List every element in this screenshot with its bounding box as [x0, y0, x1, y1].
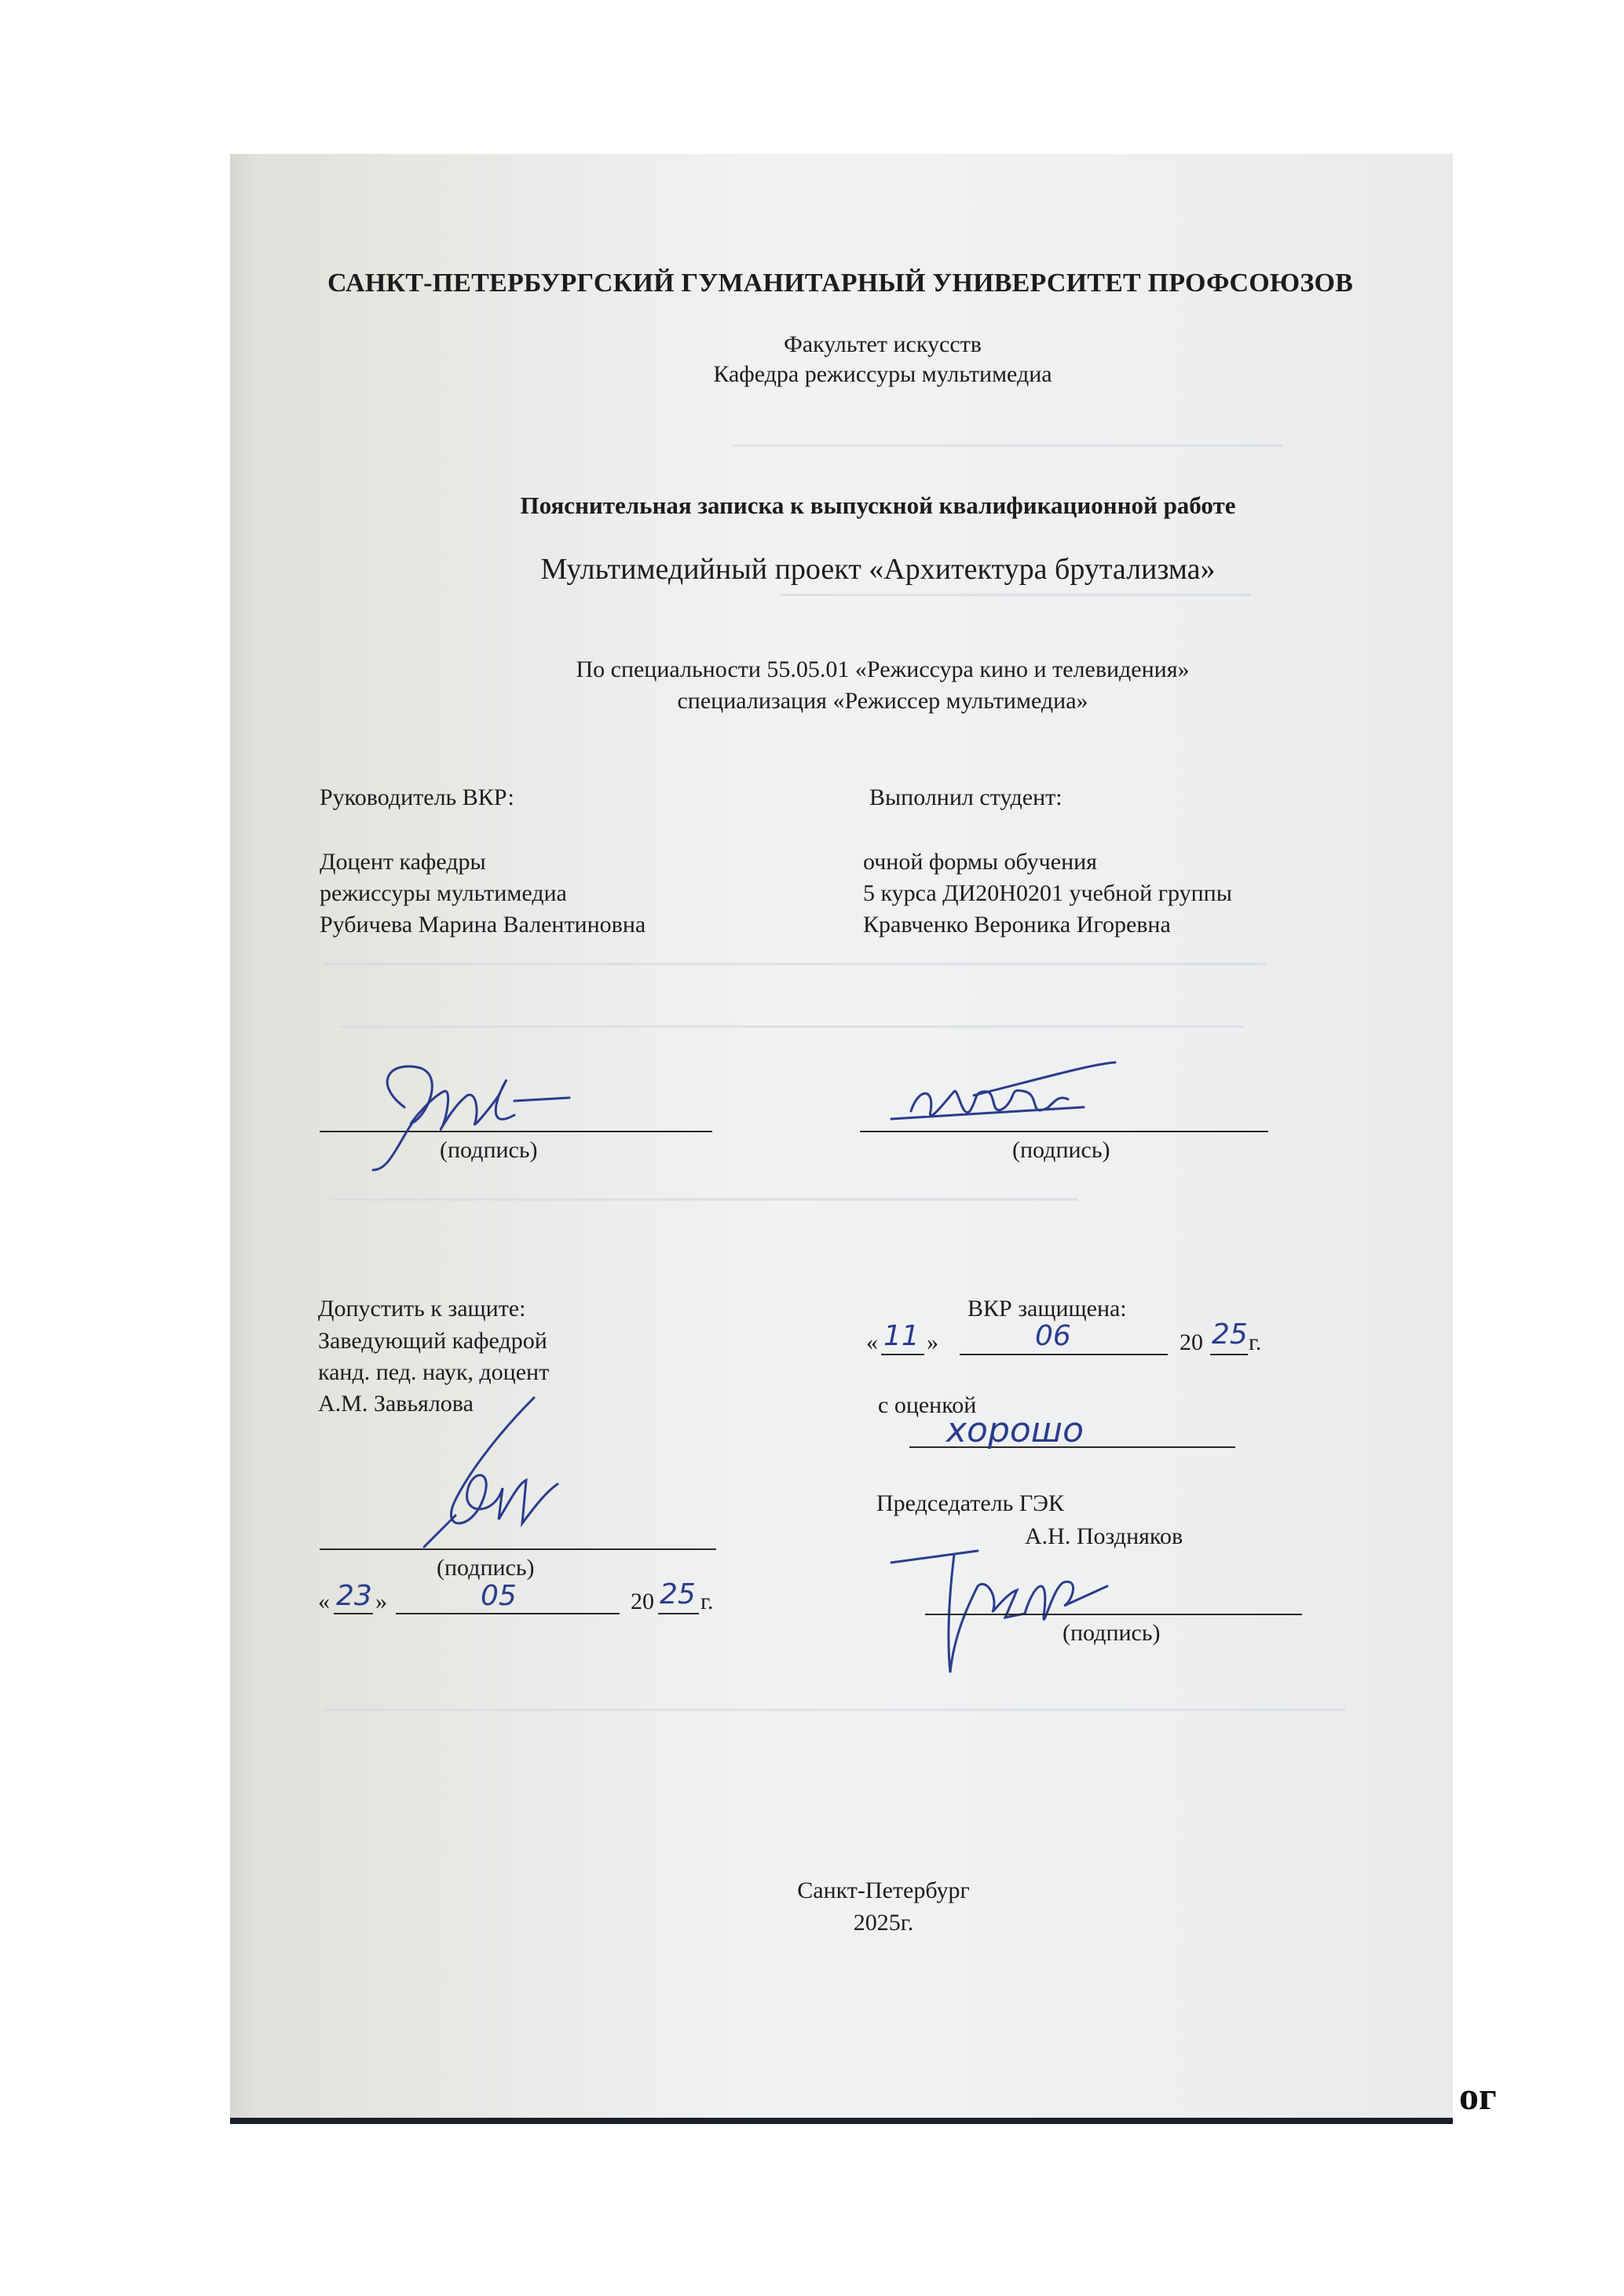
university-name: САНКТ-ПЕТЕРБУРГСКИЙ ГУМАНИТАРНЫЙ УНИВЕРСИТЕТ ПРОФСОЮЗОВ: [327, 269, 1354, 298]
defense-date-month: 06: [1035, 1320, 1071, 1352]
page-corner-text: ог: [1459, 2074, 1497, 2118]
student-signature-line: [860, 1131, 1268, 1132]
admission-heading: Допустить к защите:: [318, 1296, 526, 1322]
admission-day-line: [334, 1613, 373, 1614]
admission-month-line: [396, 1613, 620, 1614]
chair-label: Председатель ГЭК: [876, 1490, 1064, 1516]
student-name: Кравченко Вероника Игоревна: [863, 912, 1171, 938]
show-through-mark: [340, 1026, 1243, 1028]
scanned-page: [230, 154, 1453, 2122]
admission-year-end: г.: [700, 1589, 714, 1614]
show-through-mark: [324, 963, 1267, 965]
defense-year-prefix: 20: [1180, 1329, 1203, 1355]
supervisor-signature-caption: (подпись): [440, 1137, 538, 1163]
show-through-mark: [780, 594, 1251, 596]
supervisor-signature-line: [320, 1131, 712, 1132]
supervisor-department: режиссуры мультимедиа: [320, 880, 567, 906]
document-type: Пояснительная записка к выпускной квалификационной работе: [520, 492, 1236, 519]
supervisor-heading: Руководитель ВКР:: [320, 784, 514, 810]
admission-date-month: 05: [481, 1580, 517, 1612]
grade-label: с оценкой: [878, 1392, 977, 1418]
show-through-mark: [332, 1198, 1078, 1201]
bottom-border: [230, 2118, 1453, 2124]
chair-name: А.Н. Поздняков: [1025, 1523, 1183, 1549]
department-name: Кафедра режиссуры мультимедиа: [713, 361, 1052, 387]
defense-date-close: »: [927, 1329, 938, 1355]
student-study-form: очной формы обучения: [863, 849, 1097, 875]
grade-value: хорошо: [946, 1410, 1084, 1450]
defense-month-line: [960, 1354, 1168, 1355]
admission-year-line: [658, 1613, 699, 1614]
show-through-mark: [733, 444, 1282, 447]
footer-year: 2025г.: [853, 1910, 914, 1936]
admission-position: Заведующий кафедрой: [318, 1328, 547, 1354]
chair-signature-line: [925, 1614, 1302, 1615]
head-signature-caption: (подпись): [437, 1555, 535, 1581]
admission-name: А.М. Завьялова: [318, 1391, 474, 1417]
admission-date-open: «: [318, 1589, 330, 1614]
defense-heading: ВКР защищена:: [967, 1296, 1127, 1322]
defense-date-day: 11: [883, 1320, 920, 1352]
student-heading: Выполнил студент:: [869, 784, 1063, 810]
student-group: 5 курса ДИ20Н0201 учебной группы: [863, 880, 1232, 906]
admission-year-suffix: 25: [660, 1578, 696, 1610]
defense-date-open: «: [866, 1329, 878, 1355]
defense-year-line: [1210, 1354, 1248, 1355]
head-signature-line: [320, 1548, 716, 1550]
admission-degree: канд. пед. наук, доцент: [318, 1359, 550, 1385]
supervisor-position: Доцент кафедры: [320, 849, 486, 875]
specialty: По специальности 55.05.01 «Режиссура кино и телевидения»: [576, 656, 1190, 682]
project-title: Мультимедийный проект «Архитектура брутализма»: [540, 553, 1216, 586]
defense-year-end: г.: [1249, 1329, 1262, 1355]
faculty-name: Факультет искусств: [784, 331, 982, 357]
defense-day-line: [881, 1354, 924, 1355]
admission-date-close: »: [375, 1589, 387, 1614]
admission-date-day: 23: [336, 1580, 372, 1612]
admission-year-prefix: 20: [631, 1589, 654, 1614]
footer-city: Санкт-Петербург: [797, 1877, 970, 1903]
specialization: специализация «Режиссер мультимедиа»: [677, 688, 1088, 714]
show-through-mark: [324, 1709, 1345, 1711]
supervisor-name: Рубичева Марина Валентиновна: [320, 912, 646, 938]
defense-year-suffix: 25: [1212, 1318, 1248, 1351]
student-signature-caption: (подпись): [1012, 1137, 1110, 1163]
chair-signature-caption: (подпись): [1063, 1620, 1161, 1646]
